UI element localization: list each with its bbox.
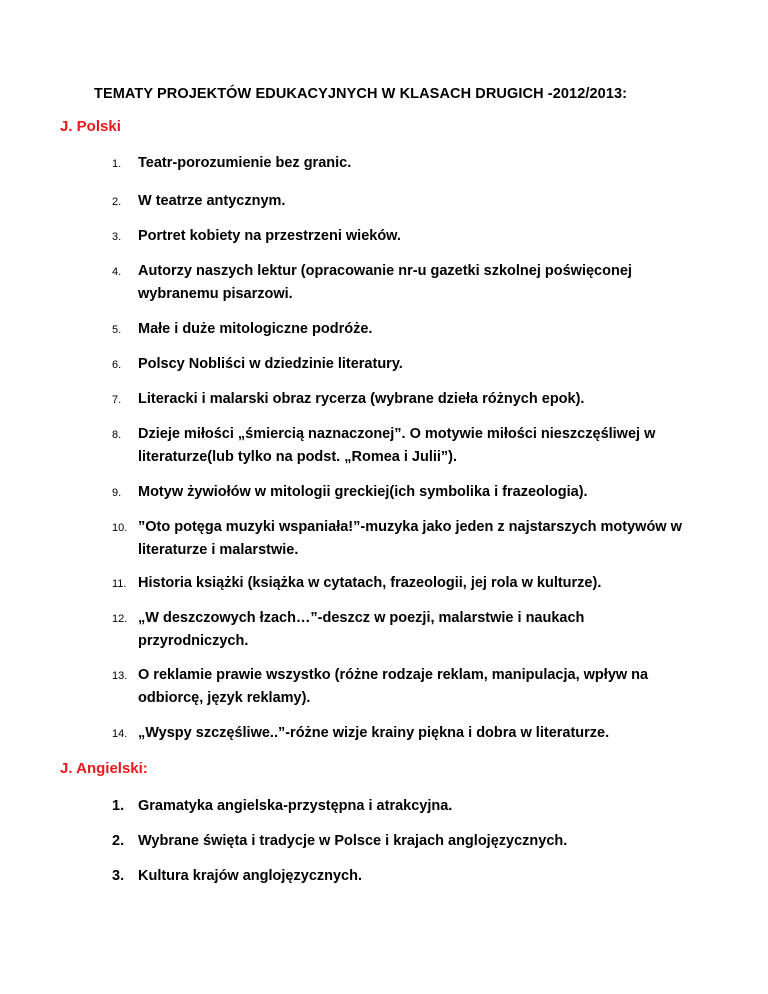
list-item-text: ”Oto potęga muzyki wspaniała!”-muzyka jako jeden z najstarszych motywów w literaturze i malarstwie. [138, 519, 682, 558]
list-item-number: 6. [112, 359, 122, 371]
list-item-text: Motyw żywiołów w mitologii greckiej(ich symbolika i frazeologia). [138, 484, 588, 500]
list-item-number: 4. [112, 266, 122, 278]
list-item-text: Polscy Nobliści w dziedzinie literatury. [138, 356, 403, 372]
list-item [112, 830, 712, 853]
list-item-text: Teatr-porozumienie bez granic. [138, 155, 352, 171]
section-heading-angielski: J. Angielski: [60, 760, 148, 777]
list-item [112, 795, 712, 818]
list-item [112, 388, 712, 411]
list-item-number: 3. [112, 231, 122, 243]
list-item-number: 1. [112, 158, 122, 170]
list-item-text: Portret kobiety na przestrzeni wieków. [138, 228, 401, 244]
list-item [112, 225, 712, 248]
list-item [112, 353, 712, 376]
list-item-text: Gramatyka angielska-przystępna i atrakcyjna. [138, 798, 453, 814]
list-item [112, 607, 712, 653]
list-item-number: 7. [112, 394, 122, 406]
document-title: TEMATY PROJEKTÓW EDUKACYJNYCH W KLASACH DRUGICH -2012/2013: [94, 86, 628, 102]
list-item-number: 12. [112, 613, 128, 625]
list-item-text: „Wyspy szczęśliwe..”-różne wizje krainy piękna i dobra w literaturze. [138, 725, 610, 741]
list-item-text: O reklamie prawie wszystko (różne rodzaje reklam, manipulacja, wpływ na odbiorcę, język reklamy). [138, 667, 649, 706]
list-item-number: 5. [112, 324, 122, 336]
list-item [112, 152, 712, 175]
list-item-text: Kultura krajów anglojęzycznych. [138, 868, 362, 884]
list-item [112, 664, 712, 710]
list-item-text: „W deszczowych łzach…”-deszcz w poezji, malarstwie i naukach przyrodniczych. [138, 610, 585, 649]
list-item-number: 9. [112, 487, 122, 499]
list-item-text: Historia książki (książka w cytatach, frazeologii, jej rola w kulturze). [138, 575, 602, 591]
list-item [112, 481, 712, 504]
list-item-number: 2. [112, 196, 122, 208]
list-item-text: W teatrze antycznym. [138, 193, 286, 209]
list-item-number: 13. [112, 670, 128, 682]
list-item [112, 516, 712, 562]
list-item [112, 722, 712, 745]
list-item-text: Autorzy naszych lektur (opracowanie nr-u gazetki szkolnej poświęconej wybranemu pisarzowi. [138, 263, 632, 302]
list-item [112, 423, 712, 469]
list-item-number: 2. [112, 833, 125, 849]
list-item-number: 14. [112, 728, 128, 740]
list-item-text: Małe i duże mitologiczne podróże. [138, 321, 373, 337]
list-item [112, 190, 712, 213]
list-item-text: Dzieje miłości „śmiercią naznaczonej”. O motywie miłości nieszczęśliwej w literaturze(lub tylko na podst. „Romea i Julii”). [138, 426, 656, 465]
section-heading-polski: J. Polski [60, 118, 121, 135]
list-item-number: 10. [112, 522, 128, 534]
list-item [112, 572, 712, 595]
list-item [112, 318, 712, 341]
list-item-number: 8. [112, 429, 122, 441]
list-item-number: 3. [112, 868, 125, 884]
list-item [112, 260, 712, 306]
list-item-text: Literacki i malarski obraz rycerza (wybrane dzieła różnych epok). [138, 391, 585, 407]
list-item-text: Wybrane święta i tradycje w Polsce i krajach anglojęzycznych. [138, 833, 568, 849]
list-item [112, 865, 712, 888]
list-item-number: 1. [112, 798, 125, 814]
list-item-number: 11. [112, 578, 127, 590]
